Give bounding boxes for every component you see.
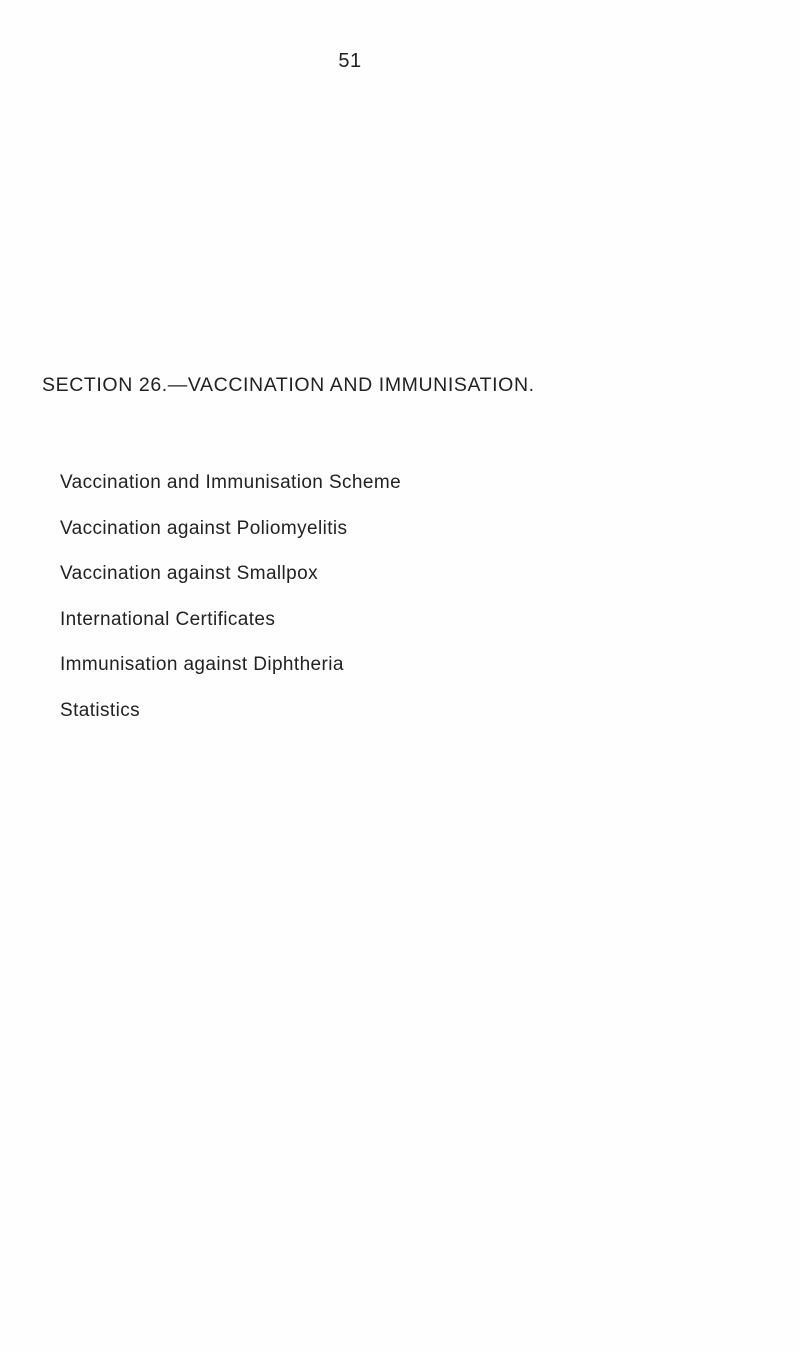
contents-item-international-certificates: International Certificates <box>60 608 276 630</box>
contents-item-diphtheria: Immunisation against Diphtheria <box>60 654 344 676</box>
contents-item-statistics: Statistics <box>60 699 141 721</box>
contents-item-vaccination-scheme: Vaccination and Immunisation Scheme <box>60 472 402 493</box>
page-number: 51 <box>338 50 362 72</box>
contents-item-smallpox: Vaccination against Smallpox <box>60 563 318 585</box>
section-heading: SECTION 26.—VACCINATION AND IMMUNISATION. <box>42 374 535 396</box>
contents-list <box>60 471 401 745</box>
contents-item-poliomyelitis: Vaccination against Poliomyelitis <box>60 517 348 539</box>
